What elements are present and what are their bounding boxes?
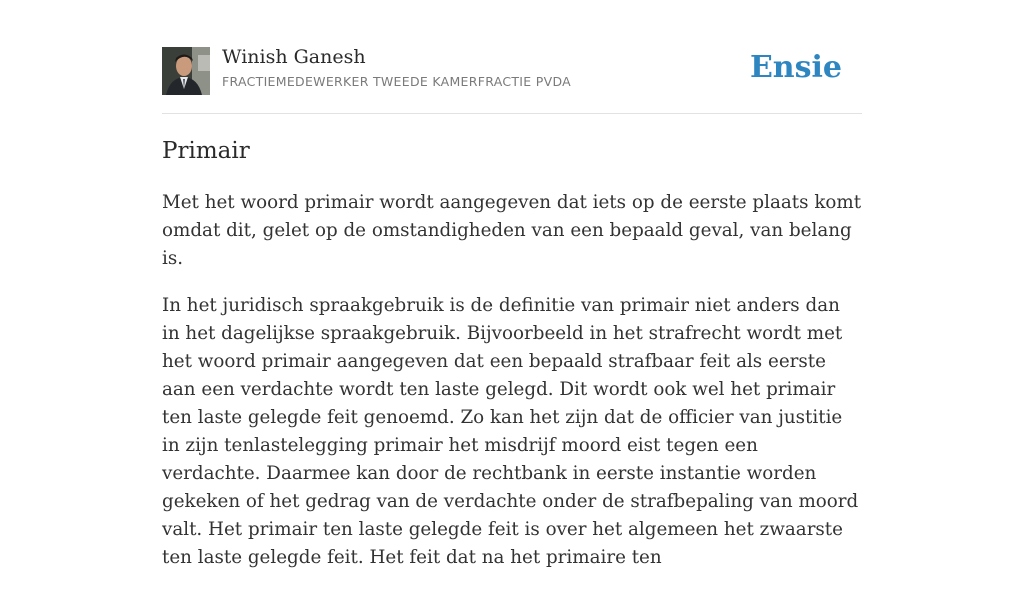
author-name[interactable]: Winish Ganesh <box>222 46 366 68</box>
author-avatar[interactable] <box>162 47 210 95</box>
article-title: Primair <box>162 138 250 164</box>
author-role: FRACTIEMEDEWERKER TWEEDE KAMERFRACTIE PVDA <box>222 74 572 89</box>
header-divider <box>162 113 862 114</box>
article-header <box>162 46 862 96</box>
article-card <box>162 0 862 568</box>
author-photo <box>162 47 210 95</box>
article-paragraph: In het juridisch spraakgebruik is de definitie van primair niet anders dan in het dagelijkse spraakgebruik. Bijvoorbeeld in het strafrecht wordt met het woord primair aangegeven dat een bepaald strafbaar feit als eerste aan een verdachte wordt ten laste gelegd. Dit wordt ook wel het primair ten laste gelegde feit genoemd. Zo kan het zijn dat de officier van justitie in zijn tenlastelegging primair het misdrijf moord eist tegen een verdachte. Daarmee kan door de rechtbank in eerste instantie worden gekeken of het gedrag van de verdachte onder de strafbepaling van moord valt. Het primair ten laste gelegde feit is over het algemeen het zwaarste ten laste gelegde feit. Het feit dat na het primaire ten <box>162 295 859 568</box>
brand-logo[interactable]: Ensie <box>749 50 842 85</box>
article-body <box>162 189 862 591</box>
article-paragraph: Met het woord primair wordt aangegeven dat iets op de eerste plaats komt omdat dit, gelet op de omstandigheden van een bepaald geval, van belang is. <box>162 192 862 269</box>
